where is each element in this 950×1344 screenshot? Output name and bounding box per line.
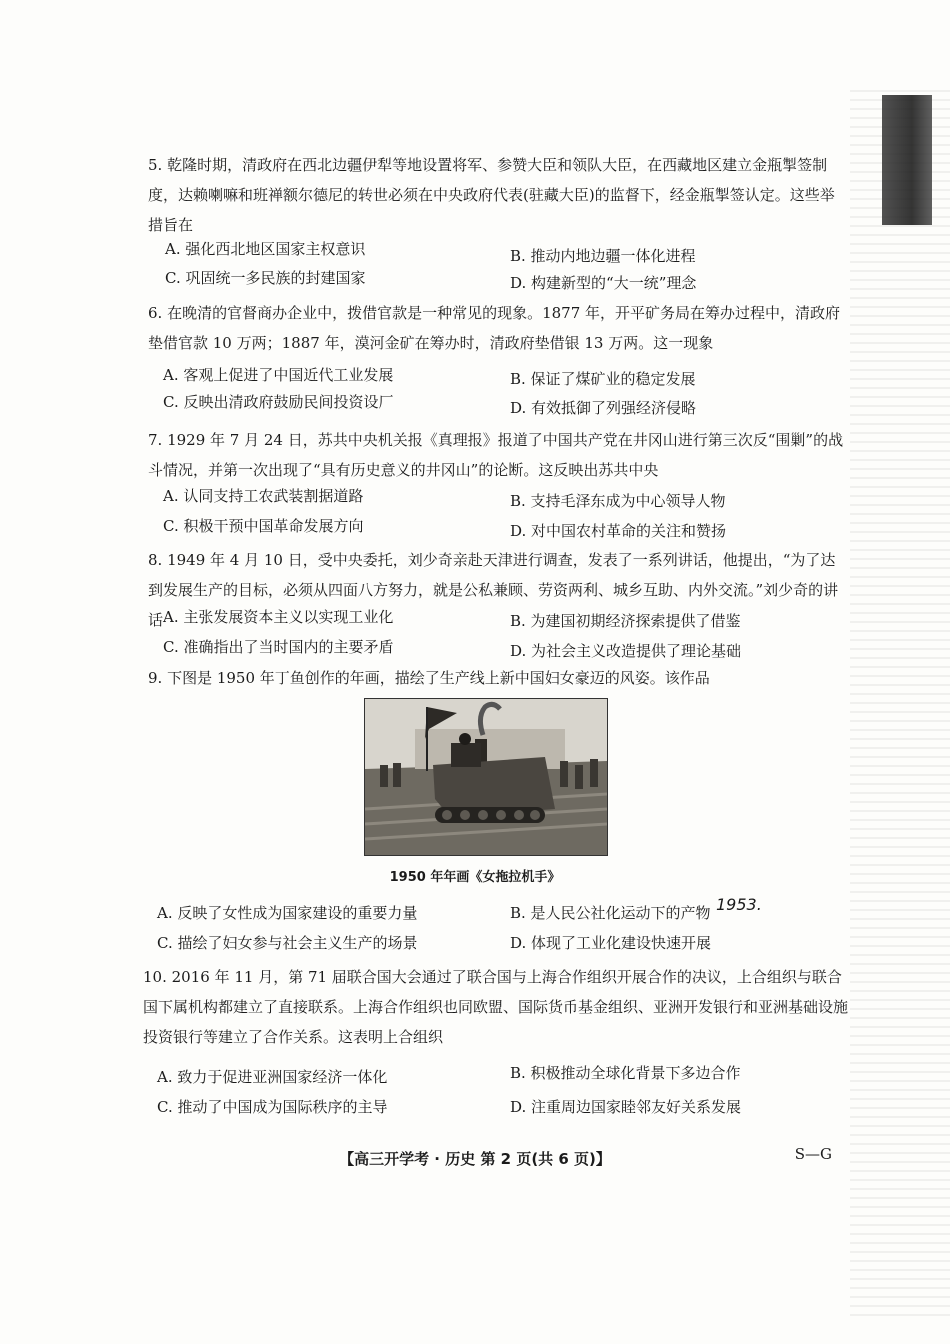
question-9-option-a: A. 反映了女性成为国家建设的重要力量 (157, 904, 418, 922)
question-5-option-d: D. 构建新型的“大一统”理念 (510, 274, 697, 292)
question-6-option-b: B. 保证了煤矿业的稳定发展 (510, 370, 696, 388)
question-8-option-d: D. 为社会主义改造提供了理论基础 (510, 642, 742, 660)
question-6-option-c: C. 反映出清政府鼓励民间投资设厂 (163, 393, 394, 411)
question-6-option-a: A. 客观上促进了中国近代工业发展 (163, 366, 394, 384)
question-9-stem: 9. 下图是 1950 年丁鱼创作的年画，描绘了生产线上新中国妇女豪迈的风姿。该作品 (148, 669, 710, 687)
paper-code: S—G (794, 1145, 832, 1163)
scan-edge-shadow (850, 90, 950, 1320)
question-5-option-c: C. 巩固统一多民族的封建国家 (165, 269, 366, 287)
question-8-option-c: C. 准确指出了当时国内的主要矛盾 (163, 638, 394, 656)
question-10-option-a: A. 致力于促进亚洲国家经济一体化 (157, 1068, 388, 1086)
question-7-option-a: A. 认同支持工农武装割据道路 (163, 487, 364, 505)
question-8-stem: 8. 1949 年 4 月 10 日，受中央委托，刘少奇亲赴天津进行调查，发表了一系列讲话，他提出，“为了达到发展生产的目标，必须从四面八方努力，就是公私兼顾、劳资两利、城乡互助、内外交流。”刘少奇的讲话 (148, 551, 839, 629)
question-6-stem: 6. 在晚清的官督商办企业中，拨借官款是一种常见的现象。1877 年，开平矿务局在筹办过程中，清政府垫借官款 10 万两；1887 年，漠河金矿在筹办时，清政府垫借银 13 万两。这一现象 (148, 304, 841, 352)
question-7-option-c: C. 积极干预中国革命发展方向 (163, 517, 364, 535)
question-9-option-d: D. 体现了工业化建设快速开展 (510, 934, 712, 952)
question-10-stem: 10. 2016 年 11 月，第 71 届联合国大会通过了联合国与上海合作组织开展合作的决议，上合组织与联合国下属机构都建立了直接联系。上海合作组织也同欧盟、国际货币基金组织、亚洲开发银行和亚洲基础设施投资银行等建立了合作关系。这表明上合组织 (143, 968, 849, 1046)
question-5-option-b: B. 推动内地边疆一体化进程 (510, 247, 696, 265)
page-footer: 【高三开学考 · 历史 第 2 页(共 6 页)】 (339, 1150, 611, 1168)
question-7-option-d: D. 对中国农村革命的关注和赞扬 (510, 522, 727, 540)
question-9-option-b: B. 是人民公社化运动下的产物 (510, 904, 711, 922)
question-10-option-b: B. 积极推动全球化背景下多边合作 (510, 1064, 741, 1082)
question-5-stem: 5. 乾隆时期，清政府在西北边疆伊犁等地设置将军、参赞大臣和领队大臣，在西藏地区建立金瓶掣签制度，达赖喇嘛和班禅额尔德尼的转世必须在中央政府代表(驻藏大臣)的监督下，经金瓶掣签认定。这些举措旨在 (148, 156, 835, 234)
handwritten-note: 1953. (716, 895, 762, 914)
question-6-option-d: D. 有效抵御了列强经济侵略 (510, 399, 697, 417)
question-10-option-d: D. 注重周边国家睦邻友好关系发展 (510, 1098, 742, 1116)
question-10-option-c: C. 推动了中国成为国际秩序的主导 (157, 1098, 388, 1116)
figure-caption: 1950 年年画《女拖拉机手》 (389, 870, 561, 885)
tractor-painting-illustration (365, 699, 607, 855)
question-8-option-a: A. 主张发展资本主义以实现工业化 (163, 608, 394, 626)
question-8-option-b: B. 为建国初期经济探索提供了借鉴 (510, 612, 741, 630)
question-5-option-a: A. 强化西北地区国家主权意识 (165, 240, 366, 258)
scan-edge-dark-mark (882, 95, 932, 225)
question-7-stem: 7. 1929 年 7 月 24 日，苏共中央机关报《真理报》报道了中国共产党在井冈山进行第三次反“围剿”的战斗情况，并第一次出现了“具有历史意义的井冈山”的论断。这反映出苏共中央 (148, 431, 844, 479)
tractor-painting-image (364, 698, 608, 856)
question-7-option-b: B. 支持毛泽东成为中心领导人物 (510, 492, 726, 510)
question-9-option-c: C. 描绘了妇女参与社会主义生产的场景 (157, 934, 418, 952)
